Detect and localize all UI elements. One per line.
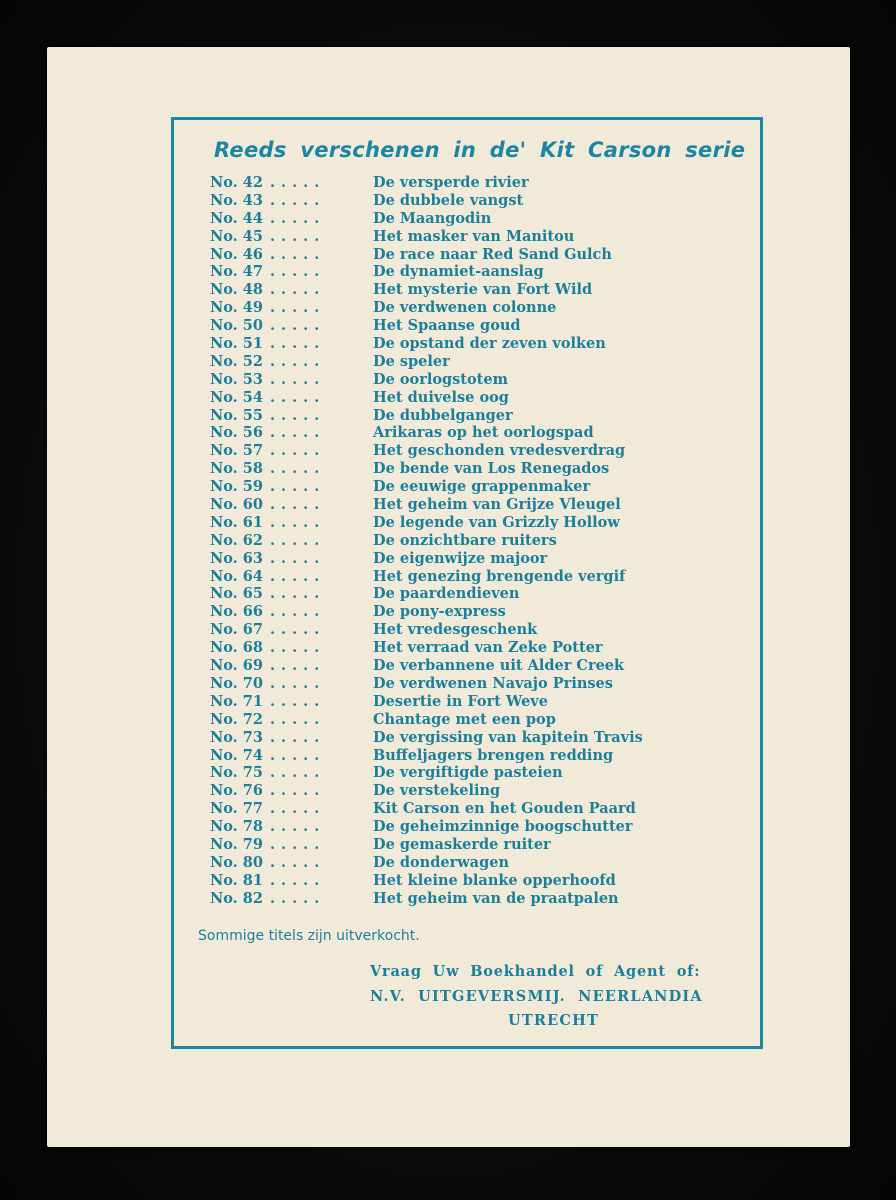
- entry-title: De speler: [373, 352, 450, 370]
- entry-title: Het Spaanse goud: [373, 317, 521, 335]
- entry-leader-dots: .....: [270, 782, 326, 800]
- entry-leader-dots: .....: [270, 567, 326, 585]
- entry-number: No. 48: [210, 281, 263, 299]
- entry-leader-dots: .....: [270, 388, 326, 406]
- list-item: [210, 747, 750, 765]
- entry-leader-dots: .....: [270, 871, 326, 889]
- entry-leader-dots: .....: [270, 692, 326, 710]
- entry-leader-dots: .....: [270, 478, 326, 496]
- entry-number: No. 56: [210, 424, 263, 442]
- entry-number: No. 64: [210, 567, 263, 585]
- list-item: [210, 246, 750, 264]
- entry-leader-dots: .....: [270, 746, 326, 764]
- catalog-title: Reeds verschenen in de' Kit Carson serie: [214, 138, 746, 162]
- entry-number: No. 66: [210, 603, 263, 621]
- entry-leader-dots: .....: [270, 728, 326, 746]
- entry-number: No. 51: [210, 335, 263, 353]
- entry-leader-dots: .....: [270, 442, 326, 460]
- entry-title: Het duivelse oog: [373, 388, 509, 406]
- list-item: [210, 389, 750, 407]
- catalog-frame: [171, 117, 763, 1049]
- entry-title: De bende van Los Renegados: [373, 460, 610, 478]
- entry-title: De donderwagen: [373, 853, 509, 871]
- list-item: [210, 496, 750, 514]
- entry-title: De legende van Grizzly Hollow: [373, 513, 620, 531]
- entry-leader-dots: .....: [270, 621, 326, 639]
- entry-number: No. 80: [210, 853, 263, 871]
- entry-leader-dots: .....: [270, 835, 326, 853]
- entry-number: No. 57: [210, 442, 263, 460]
- entry-number: No. 62: [210, 531, 263, 549]
- list-item: [210, 711, 750, 729]
- entry-title: Het geheim van Grijze Vleugel: [373, 496, 621, 514]
- entry-leader-dots: .....: [270, 800, 326, 818]
- list-item: [210, 800, 750, 818]
- entry-title: De dynamiet-aanslag: [373, 263, 544, 281]
- publisher-city: UTRECHT: [508, 1012, 599, 1029]
- list-item: [210, 550, 750, 568]
- list-item: [210, 693, 750, 711]
- entry-number: No. 42: [210, 174, 263, 191]
- entry-leader-dots: .....: [270, 209, 326, 227]
- entry-leader-dots: .....: [270, 424, 326, 442]
- entry-number: No. 72: [210, 710, 263, 728]
- entry-leader-dots: .....: [270, 889, 326, 907]
- entry-title: Desertie in Fort Weve: [373, 692, 548, 710]
- entry-number: No. 43: [210, 191, 263, 209]
- entry-leader-dots: .....: [270, 496, 326, 514]
- entry-title: Chantage met een pop: [373, 710, 556, 728]
- entry-title: De vergiftigde pasteien: [373, 764, 563, 782]
- list-item: [210, 568, 750, 586]
- entry-number: No. 77: [210, 800, 263, 818]
- list-item: [210, 407, 750, 425]
- list-item: [210, 890, 750, 908]
- entry-number: No. 50: [210, 317, 263, 335]
- entry-leader-dots: .....: [270, 281, 326, 299]
- list-item: [210, 174, 750, 192]
- list-item: [210, 729, 750, 747]
- list-item: [210, 514, 750, 532]
- list-item: [210, 764, 750, 782]
- entry-title: Buffeljagers brengen redding: [373, 746, 614, 764]
- entry-leader-dots: .....: [270, 299, 326, 317]
- entry-title: Het mysterie van Fort Wild: [373, 281, 593, 299]
- entry-number: No. 60: [210, 496, 263, 514]
- entry-leader-dots: .....: [270, 853, 326, 871]
- list-item: [210, 621, 750, 639]
- entry-title: Het verraad van Zeke Potter: [373, 639, 603, 657]
- list-item: [210, 335, 750, 353]
- entry-number: No. 81: [210, 871, 263, 889]
- entry-leader-dots: .....: [270, 710, 326, 728]
- entry-title: Kit Carson en het Gouden Paard: [373, 800, 636, 818]
- entry-number: No. 49: [210, 299, 263, 317]
- entry-number: No. 70: [210, 674, 263, 692]
- entry-number: No. 74: [210, 746, 263, 764]
- entry-leader-dots: .....: [270, 513, 326, 531]
- entry-leader-dots: .....: [270, 227, 326, 245]
- entry-title: Het geschonden vredesverdrag: [373, 442, 626, 460]
- entry-number: No. 59: [210, 478, 263, 496]
- list-item: [210, 657, 750, 675]
- sold-out-note: Sommige titels zijn uitverkocht.: [198, 928, 420, 944]
- entry-title: De paardendieven: [373, 585, 520, 603]
- entry-title: De oorlogstotem: [373, 370, 508, 388]
- list-item: [210, 424, 750, 442]
- list-item: [210, 317, 750, 335]
- list-item: [210, 353, 750, 371]
- list-item: [210, 585, 750, 603]
- entry-number: No. 71: [210, 692, 263, 710]
- list-item: [210, 210, 750, 228]
- list-item: [210, 299, 750, 317]
- entry-number: No. 67: [210, 621, 263, 639]
- list-item: [210, 836, 750, 854]
- entry-title: Het vredesgeschenk: [373, 621, 538, 639]
- entry-leader-dots: .....: [270, 639, 326, 657]
- entry-leader-dots: .....: [270, 818, 326, 836]
- entry-title: De verbannene uit Alder Creek: [373, 657, 625, 675]
- publisher-name: N.V. UITGEVERSMIJ. NEERLANDIA: [370, 988, 703, 1005]
- entry-number: No. 44: [210, 209, 263, 227]
- entry-title: De vergissing van kapitein Travis: [373, 728, 643, 746]
- list-item: [210, 782, 750, 800]
- entry-number: No. 61: [210, 513, 263, 531]
- entry-title: De dubbelganger: [373, 406, 513, 424]
- entry-title: Het geheim van de praatpalen: [373, 889, 619, 907]
- entry-leader-dots: .....: [270, 657, 326, 675]
- entry-number: No. 79: [210, 835, 263, 853]
- entry-leader-dots: .....: [270, 531, 326, 549]
- entry-title: De gemaskerde ruiter: [373, 835, 551, 853]
- entry-leader-dots: .....: [270, 585, 326, 603]
- entry-number: No. 63: [210, 549, 263, 567]
- list-item: [210, 854, 750, 872]
- entry-title: De race naar Red Sand Gulch: [373, 245, 612, 263]
- title-list: [210, 174, 750, 908]
- list-item: [210, 478, 750, 496]
- entry-leader-dots: .....: [270, 191, 326, 209]
- entry-number: No. 55: [210, 406, 263, 424]
- booklet-back-cover: [47, 47, 850, 1147]
- entry-title: De verdwenen Navajo Prinses: [373, 674, 613, 692]
- entry-title: Het masker van Manitou: [373, 227, 575, 245]
- entry-number: No. 52: [210, 352, 263, 370]
- list-item: [210, 263, 750, 281]
- entry-number: No. 65: [210, 585, 263, 603]
- entry-number: No. 47: [210, 263, 263, 281]
- list-item: [210, 675, 750, 693]
- entry-number: No. 75: [210, 764, 263, 782]
- list-item: [210, 228, 750, 246]
- entry-title: De eigenwijze majoor: [373, 549, 548, 567]
- entry-leader-dots: .....: [270, 174, 326, 191]
- entry-number: No. 53: [210, 370, 263, 388]
- entry-title: De dubbele vangst: [373, 191, 524, 209]
- entry-leader-dots: .....: [270, 764, 326, 782]
- entry-leader-dots: .....: [270, 317, 326, 335]
- entry-title: Arikaras op het oorlogspad: [373, 424, 594, 442]
- entry-leader-dots: .....: [270, 263, 326, 281]
- order-instruction: Vraag Uw Boekhandel of Agent of:: [370, 963, 701, 980]
- entry-leader-dots: .....: [270, 370, 326, 388]
- list-item: [210, 603, 750, 621]
- list-item: [210, 818, 750, 836]
- entry-title: Het genezing brengende vergif: [373, 567, 626, 585]
- entry-number: No. 46: [210, 245, 263, 263]
- entry-number: No. 58: [210, 460, 263, 478]
- entry-number: No. 54: [210, 388, 263, 406]
- entry-leader-dots: .....: [270, 603, 326, 621]
- entry-number: No. 78: [210, 818, 263, 836]
- entry-title: De Maangodin: [373, 209, 492, 227]
- entry-title: De onzichtbare ruiters: [373, 531, 557, 549]
- list-item: [210, 281, 750, 299]
- list-item: [210, 872, 750, 890]
- entry-leader-dots: .....: [270, 352, 326, 370]
- list-item: [210, 532, 750, 550]
- entry-number: No. 69: [210, 657, 263, 675]
- entry-title: De pony-express: [373, 603, 506, 621]
- entry-number: No. 68: [210, 639, 263, 657]
- list-item: [210, 192, 750, 210]
- list-item: [210, 460, 750, 478]
- entry-title: Het kleine blanke opperhoofd: [373, 871, 616, 889]
- entry-title: De verstekeling: [373, 782, 501, 800]
- list-item: [210, 442, 750, 460]
- entry-leader-dots: .....: [270, 335, 326, 353]
- entry-title: De opstand der zeven volken: [373, 335, 606, 353]
- entry-leader-dots: .....: [270, 549, 326, 567]
- entry-title: De versperde rivier: [373, 174, 529, 191]
- entry-number: No. 45: [210, 227, 263, 245]
- entry-title: De eeuwige grappenmaker: [373, 478, 591, 496]
- entry-leader-dots: .....: [270, 674, 326, 692]
- list-item: [210, 371, 750, 389]
- entry-number: No. 76: [210, 782, 263, 800]
- list-item: [210, 639, 750, 657]
- entry-leader-dots: .....: [270, 406, 326, 424]
- entry-title: De geheimzinnige boogschutter: [373, 818, 633, 836]
- entry-number: No. 82: [210, 889, 263, 907]
- entry-number: No. 73: [210, 728, 263, 746]
- entry-leader-dots: .....: [270, 460, 326, 478]
- entry-leader-dots: .....: [270, 245, 326, 263]
- entry-title: De verdwenen colonne: [373, 299, 557, 317]
